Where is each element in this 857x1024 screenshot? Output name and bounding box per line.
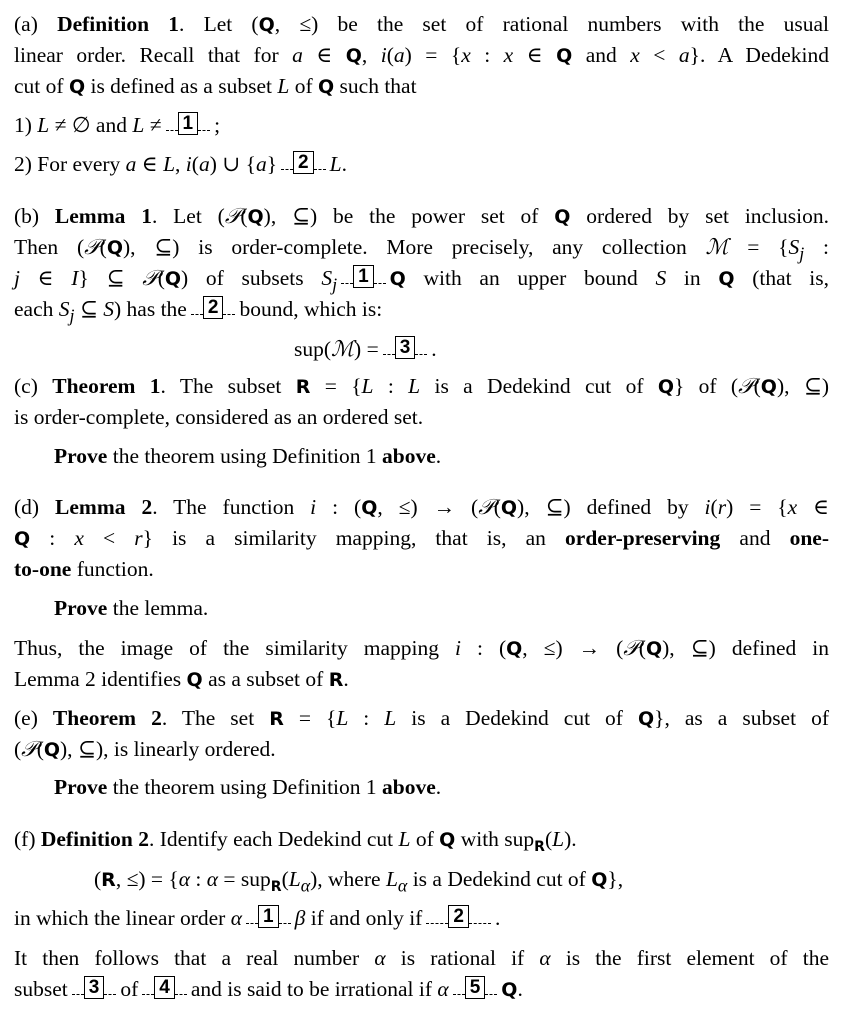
definition-2-formula: (R, ≤) = {α : $\alpha = sup_R(L_\alpha)$, where $L_\alpha$ is a Dedekind cut of Q},: [94, 867, 624, 896]
section-d-line-1: (d) Lemma 2. The function i : (Q, ≤) → (𝒫(Q), ⊆) defined by i(r) = {x ∈: [14, 495, 830, 520]
section-e-line-1: (e) Theorem 2. The set R = {L : L is a Dedekind cut of Q}, as a subset of: [14, 706, 829, 730]
section-f-line-1: (f) Definition 2. Identify each Dedekind cut L of Q with sup$_R$(L).: [14, 827, 577, 856]
lemma-2-term: Lemma 2: [55, 495, 153, 519]
blank-f5[interactable]: 5: [453, 976, 498, 1006]
section-f-line-3: in which the linear order α 1 β if and only if 2 .: [14, 903, 500, 935]
blank-b3[interactable]: 3: [383, 336, 428, 366]
blank-f4[interactable]: 4: [142, 976, 187, 1006]
blank-f2[interactable]: 2: [426, 905, 491, 935]
theorem-2-term: Theorem 2: [52, 706, 162, 730]
section-e-prove: Prove the theorem using Definition 1 above.: [54, 775, 442, 799]
blank-a2[interactable]: 2: [281, 151, 326, 181]
section-a-condition-1: 1) L ≠ ∅ and L ≠ 1 ;: [14, 110, 220, 142]
section-c-line-1: (c) Theorem 1. The subset R = {L : L is a Dedekind cut of Q} of (𝒫(Q), ⊆): [14, 374, 829, 399]
section-b-line-2: Then (𝒫(Q), ⊆) is order-complete. More precisely, any collection ℳ = {$S_j$ :: [14, 235, 830, 264]
section-d-line-2: Q : x < r} is a similarity mapping, that is, an order-preserving and one-: [14, 526, 829, 550]
section-a-line-1: (a) Definition 1. Let (Q, ≤) be the set of rational numbers with the usual: [14, 12, 829, 36]
definition-2-term: Definition 2: [40, 827, 149, 851]
section-e-line-2: (𝒫(Q), ⊆), is linearly ordered.: [14, 737, 276, 762]
blank-f3[interactable]: 3: [72, 976, 117, 1006]
section-b-line-1: (b) Lemma 1. Let (𝒫(Q), ⊆) be the power set of Q ordered by set inclusion.: [14, 204, 830, 229]
blank-f1[interactable]: 1: [246, 905, 291, 935]
blank-a1[interactable]: 1: [166, 112, 211, 142]
theorem-1-term: Theorem 1: [52, 374, 161, 398]
thus-line-2: Lemma 2 identifies Q as a subset of R.: [14, 667, 349, 691]
section-c-prove: Prove the theorem using Definition 1 above.: [54, 444, 442, 468]
section-a-line-2: linear order. Recall that for a ∈ Q, i(a) = {x : x ∈ Q and x < a}. A Dedekind: [14, 43, 830, 67]
definition-1-term: Definition 1: [57, 12, 179, 36]
section-a-condition-2: 2) For every a ∈ L, i(a) ∪ {a} 2 L.: [14, 149, 347, 181]
section-f-line-5: subset 3 of 4 and is said to be irrational if α 5 Q.: [14, 974, 523, 1006]
section-a-line-3: cut of Q is defined as a subset L of Q such that: [14, 74, 417, 98]
section-c-line-2: is order-complete, considered as an ordered set.: [14, 405, 424, 429]
section-b-line-3: j ∈ I} ⊆ 𝒫(Q) of subsets $S_j$ 1 Q with an upper bound S in Q (that is,: [14, 266, 830, 295]
section-d-prove: Prove the lemma.: [54, 596, 209, 620]
blank-b2[interactable]: 2: [191, 296, 236, 326]
section-d-line-3: to-one function.: [14, 557, 154, 581]
thus-line-1: Thus, the image of the similarity mapping i : (Q, ≤) → (𝒫(Q), ⊆) defined in: [14, 636, 830, 661]
section-b-line-4: each $S_j$ ⊆ S) has the 2 bound, which is:: [14, 297, 383, 326]
lemma-1-term: Lemma 1: [54, 204, 152, 228]
sup-formula: sup(ℳ) = 3 .: [294, 334, 437, 366]
blank-b1[interactable]: 1: [341, 265, 386, 295]
section-f-line-4: It then follows that a real number α is rational if α is the first element of the: [14, 946, 830, 970]
